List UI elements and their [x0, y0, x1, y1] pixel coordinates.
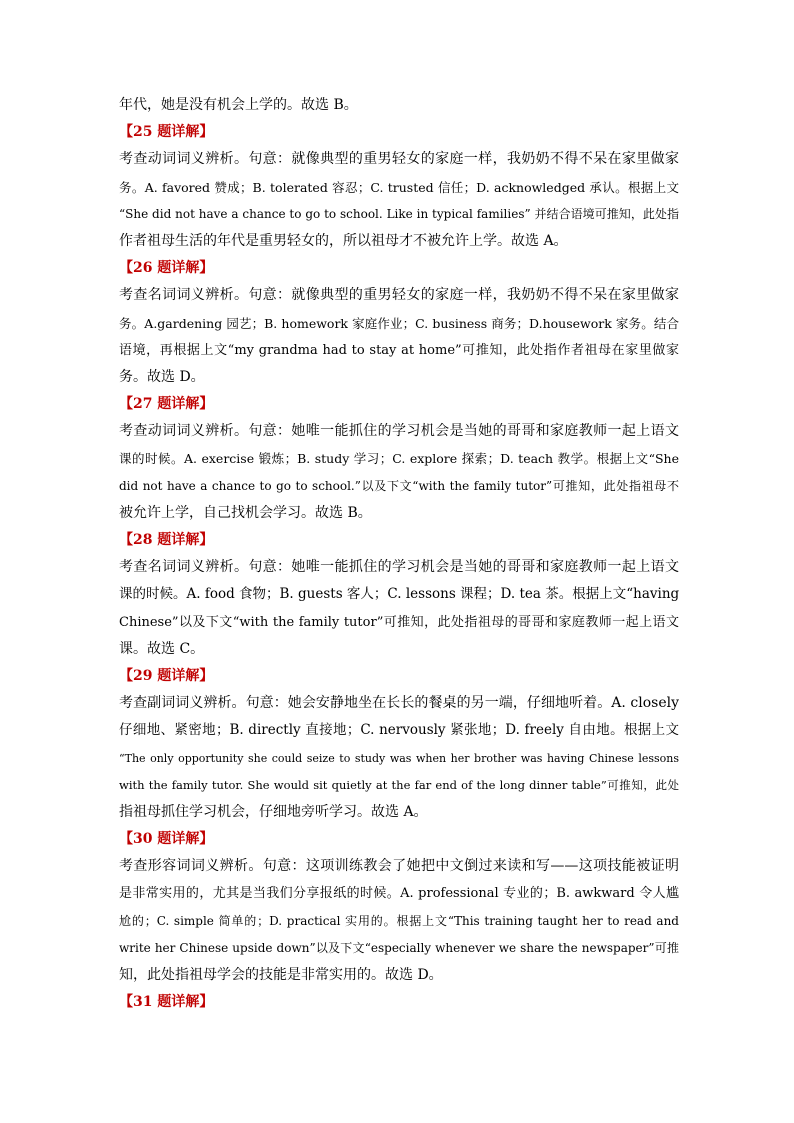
explanation-paragraph: [119, 690, 679, 826]
text-line: 尬的；C. simple 简单的；D. practical 实用的。根据上文“This training taught her to read and: [119, 913, 679, 928]
text-line: 被允许上学，自己找机会学习。故选 B。: [119, 504, 372, 521]
section-heading: 【25 题详解】: [119, 124, 214, 141]
explanation-paragraph: [119, 418, 679, 527]
text-line: 考查名词词义辨析。句意：她唯一能抓住的学习机会是当她的哥哥和家庭教师一起上语文: [119, 559, 679, 576]
text-line: 考查动词词义辨析。句意：就像典型的重男轻女的家庭一样，我奶奶不得不呆在家里做家: [119, 151, 679, 168]
text-line: 指祖母抓住学习机会，仔细地旁听学习。故选 A。: [119, 803, 428, 820]
section-heading: 【27 题详解】: [119, 396, 214, 413]
text-line: with the family tutor. She would sit quietly at the far end of the long dinner table”可推知，此处: [119, 777, 679, 792]
text-line: 务。A. favored 赞成；B. tolerated 容忍；C. trusted 信任；D. acknowledged 承认。根据上文: [119, 179, 679, 195]
text-line: 课。故选 C。: [119, 640, 205, 657]
text-line: 语境，再根据上文“my grandma had to stay at home”可推知，此处指作者祖母在家里做家: [119, 342, 679, 358]
section-heading: 【29 题详解】: [119, 667, 214, 684]
text-line: 课的时候。A. exercise 锻炼；B. study 学习；C. explore 探索；D. teach 教学。根据上文“She: [119, 451, 679, 467]
section-heading: 【26 题详解】: [119, 260, 214, 277]
text-line: 课的时候。A. food 食物；B. guests 客人；C. lessons 课程；D. tea 茶。根据上文“having: [119, 586, 680, 603]
explanation-paragraph: [119, 282, 679, 391]
explanation-paragraph: [119, 554, 679, 663]
text-line: “The only opportunity she could seize to study was when her brother was having Chinese lessons: [119, 751, 679, 765]
text-line: 是非常实用的，尤其是当我们分享报纸的时候。A. professional 专业的；B. awkward 令人尴: [119, 886, 679, 902]
text-line: 仔细地、紧密地；B. directly 直接地；C. nervously 紧张地；D. freely 自由地。根据上文: [119, 722, 679, 739]
text-line: 考查副词词义辨析。句意：她会安静地坐在长长的餐桌的另一端，仔细地听着。A. closely: [119, 695, 679, 712]
text-line: 知，此处指祖母学会的技能是非常实用的。故选 D。: [119, 967, 443, 983]
explanation-paragraph: [119, 92, 679, 119]
text-line: 年代，她是没有机会上学的。故选 B。: [119, 97, 358, 113]
text-line: 考查动词词义辨析。句意：她唯一能抓住的学习机会是当她的哥哥和家庭教师一起上语文: [119, 423, 679, 440]
text-line: write her Chinese upside down”以及下文“especially whenever we share the newspaper”可推: [119, 940, 679, 955]
text-line: 务。A.gardening 园艺；B. homework 家庭作业；C. business 商务；D.housework 家务。结合: [119, 315, 679, 331]
text-line: 考查名词词义辨析。句意：就像典型的重男轻女的家庭一样，我奶奶不得不呆在家里做家: [119, 287, 679, 304]
section-heading: 【30 题详解】: [119, 831, 214, 848]
text-line: did not have a chance to go to school.”以及下文“with the family tutor”可推知，此处指祖母不: [119, 478, 679, 493]
document-body: [119, 92, 679, 1016]
explanation-paragraph: [119, 146, 679, 255]
section-heading: 【28 题详解】: [119, 532, 214, 548]
explanation-paragraph: [119, 853, 679, 989]
text-line: 考查形容词词义辨析。句意：这项训练教会了她把中文倒过来读和写——这项技能被证明: [119, 858, 679, 875]
text-line: 务。故选 D。: [119, 368, 205, 385]
text-line: Chinese”以及下文“with the family tutor”可推知，此处指祖母的哥哥和家庭教师一起上语文: [119, 614, 679, 630]
text-line: 作者祖母生活的年代是重男轻女的，所以祖母才不被允许上学。故选 A。: [119, 232, 568, 249]
text-line: “She did not have a chance to go to school. Like in typical families” 并结合语境可推知，此处指: [119, 206, 679, 221]
section-heading: 【31 题详解】: [119, 994, 214, 1011]
